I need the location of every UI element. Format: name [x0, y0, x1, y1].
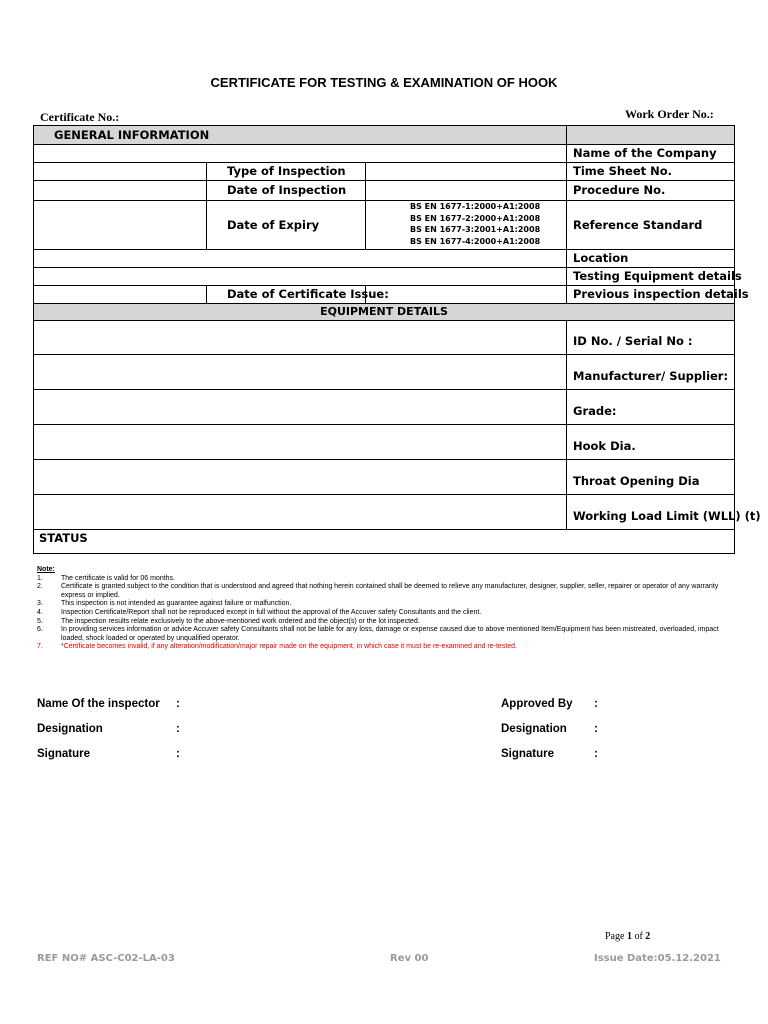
colon: : [176, 723, 180, 735]
throat-opening-dia-label: Throat Opening Dia [573, 474, 700, 488]
signature-left-label: Signature [37, 748, 91, 760]
note-text: *Certificate becomes invalid, if any alteration/modification/major repair made on the equipment, in which case it must be re-examined and re-tested. [61, 643, 518, 651]
designation-left-label: Designation [37, 723, 103, 735]
certificate-table [33, 125, 761, 554]
designation-right-label: Designation [501, 723, 567, 735]
grade-label: Grade: [573, 404, 617, 418]
status-label: STATUS [39, 531, 88, 545]
reference-standard-label: Reference Standard [573, 217, 703, 232]
note-number: 4. [37, 608, 43, 616]
note-text: Certificate is granted subject to the condition that is understood and agreed that nothing herein contained shall be deemed to relieve any manufacturer, designer, supplier, seller, repairer or operator of any warranty express or implied. [61, 583, 719, 599]
reference-standard-item: BS EN 1677-4:2000+A1:2008 [410, 236, 541, 246]
footer-ref-no: REF NO# ASC-C02-LA-03 [37, 953, 175, 964]
rule [33, 249, 735, 250]
note-number: 7. [37, 643, 43, 651]
date-of-expiry-label: Date of Expiry [227, 217, 320, 232]
note-text: In providing services information or advice Accuver safety Consultants shall not be liable for any loss, damage or expense caused due to above mentioned Item/Equipment has been mistreated, overloaded, impact loaded, shock loaded or operated by unqualified operator. [61, 626, 719, 642]
testing-equipment-details-label: Testing Equipment details [573, 269, 742, 283]
page-middle: of [631, 931, 646, 942]
page-total: 2 [645, 931, 651, 942]
certificate-no-label: Certificate No.: [40, 110, 120, 124]
rule [566, 320, 567, 529]
note-text: Inspection Certificate/Report shall not be reproduced except in full without the approval of the Accuver safety Consultants and the client. [61, 608, 482, 616]
note-item [37, 643, 737, 652]
colon: : [594, 723, 598, 735]
note-text: The inspection results relate exclusively to the above-mentioned work ordered and the object(s) or the lot inspected. [61, 617, 420, 625]
page-current: 1 [626, 931, 632, 942]
colon: : [594, 698, 598, 710]
rule [33, 459, 735, 460]
approved-by-label: Approved By [501, 698, 573, 710]
procedure-no-label: Procedure No. [573, 183, 666, 197]
hook-dia-label: Hook Dia. [573, 439, 636, 453]
rule [33, 494, 735, 495]
certificate-title: CERTIFICATE FOR TESTING & EXAMINATION OF HOOK [210, 75, 558, 90]
note-number: 5. [37, 617, 43, 625]
note-item [37, 609, 737, 618]
notes-section [37, 566, 737, 652]
rule [33, 553, 735, 554]
page-number [605, 931, 650, 942]
time-sheet-no-label: Time Sheet No. [573, 164, 673, 178]
colon: : [176, 748, 180, 760]
note-item [37, 618, 737, 627]
notes-heading: Note: [37, 566, 55, 573]
date-of-inspection-label: Date of Inspection [227, 183, 347, 197]
rule [365, 162, 366, 249]
rule [33, 354, 735, 355]
note-text: This inspection is not intended as guarantee against failure or malfunction. [61, 600, 292, 608]
manufacturer-supplier-label: Manufacturer/ Supplier: [573, 369, 729, 383]
rule [566, 125, 567, 303]
signature-right-label: Signature [501, 748, 555, 760]
note-number: 2. [37, 583, 43, 591]
colon: : [594, 748, 598, 760]
footer-rev: Rev 00 [390, 953, 429, 964]
location-label: Location [573, 251, 629, 265]
note-text: The certificate is valid for 06 months. [61, 574, 175, 582]
note-number: 6. [37, 626, 43, 634]
date-of-certificate-issue-label: Date of Certificate Issue: [227, 287, 389, 301]
reference-standards-list [410, 201, 540, 247]
note-item [37, 575, 737, 584]
rule [33, 389, 735, 390]
colon: : [176, 698, 180, 710]
previous-inspection-details-label: Previous inspection details [573, 287, 749, 301]
working-load-limit-label: Working Load Limit (WLL) (t) [573, 509, 761, 523]
note-item [37, 626, 737, 643]
work-order-no-label: Work Order No.: [625, 107, 714, 121]
rule [33, 125, 34, 554]
note-number: 1. [37, 574, 43, 582]
rule [33, 529, 735, 530]
rule [206, 162, 207, 249]
rule [33, 424, 735, 425]
name-of-inspector-label: Name Of the inspector [37, 698, 160, 710]
general-information-header: GENERAL INFORMATION [54, 127, 210, 142]
equipment-details-header: EQUIPMENT DETAILS [320, 305, 448, 318]
name-of-company-label: Name of the Company [573, 146, 717, 160]
note-item [37, 600, 737, 609]
type-of-inspection-label: Type of Inspection [227, 164, 346, 178]
footer-issue-date: Issue Date:05.12.2021 [594, 953, 721, 964]
note-number: 3. [37, 600, 43, 608]
rule [206, 285, 207, 303]
page-prefix: Page [605, 931, 627, 942]
note-item [37, 583, 737, 600]
rule [33, 320, 735, 321]
rule [734, 125, 735, 554]
reference-standard-item: BS EN 1677-2:2000+A1:2008 [410, 213, 541, 223]
reference-standard-item: BS EN 1677-3:2001+A1:2008 [410, 225, 541, 235]
id-serial-no-label: ID No. / Serial No : [573, 334, 693, 348]
reference-standard-item: BS EN 1677-1:2000+A1:2008 [410, 202, 541, 211]
